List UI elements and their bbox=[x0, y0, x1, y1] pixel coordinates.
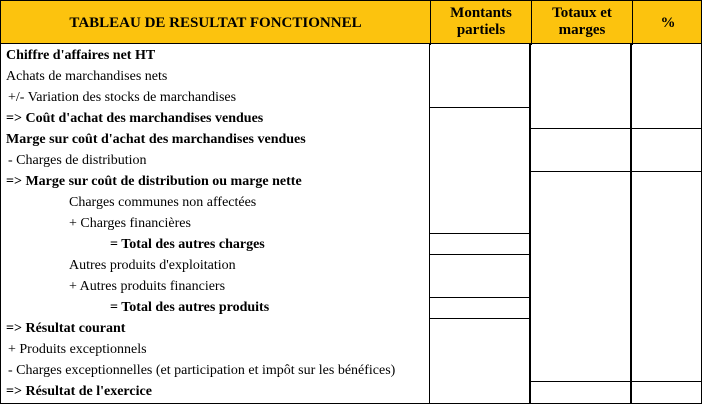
partiel-cell-total-produits bbox=[429, 297, 530, 319]
pct-cell-marge-nette bbox=[631, 171, 702, 382]
table-title: TABLEAU DE RESULTAT FONCTIONNEL bbox=[69, 14, 362, 31]
row-chiffre-affaires: Chiffre d'affaires net HT bbox=[6, 48, 156, 63]
totaux-cell-marge-achat bbox=[530, 128, 631, 172]
column-header-totaux: Totaux et marges bbox=[531, 1, 632, 45]
row-charges-financieres: + Charges financières bbox=[69, 216, 191, 231]
column-header-partiels: Montants partiels bbox=[430, 1, 531, 45]
row-achats-marchandises: Achats de marchandises nets bbox=[6, 69, 168, 84]
pct-cell-marge-achat bbox=[631, 128, 702, 172]
column-header-percent: % bbox=[632, 1, 702, 45]
totaux-cell-resultat-exercice bbox=[530, 381, 631, 404]
pct-cell-resultat-exercice bbox=[631, 381, 702, 404]
row-charges-communes: Charges communes non affectées bbox=[69, 195, 257, 210]
row-marge-nette: => Marge sur coût de distribution ou marge nette bbox=[6, 174, 302, 189]
row-autres-produits-financiers: + Autres produits financiers bbox=[69, 279, 226, 294]
row-produits-exceptionnels: + Produits exceptionnels bbox=[8, 342, 147, 357]
totaux-cell-ca-cout bbox=[530, 43, 631, 129]
row-marge-cout-achat: Marge sur coût d'achat des marchandises vendues bbox=[6, 132, 306, 147]
row-cout-achat: => Coût d'achat des marchandises vendues bbox=[6, 111, 264, 126]
row-charges-distribution: - Charges de distribution bbox=[8, 153, 147, 168]
partiel-cell-achats bbox=[429, 43, 530, 108]
totaux-cell-marge-nette bbox=[530, 171, 631, 382]
table-header bbox=[0, 0, 702, 44]
row-variation-stocks: +/- Variation des stocks de marchandises bbox=[8, 90, 237, 105]
partiel-spacer bbox=[429, 107, 530, 235]
partiel-cell-exceptionnels bbox=[429, 318, 530, 404]
row-autres-produits-exploitation: Autres produits d'exploitation bbox=[69, 258, 236, 273]
row-total-autres-produits: = Total des autres produits bbox=[110, 300, 270, 315]
row-resultat-courant: => Résultat courant bbox=[6, 321, 126, 336]
partiel-cell-total-charges bbox=[429, 233, 530, 255]
row-charges-exceptionnelles: - Charges exceptionnelles (et participation et impôt sur les bénéfices) bbox=[8, 363, 396, 378]
row-resultat-exercice: => Résultat de l'exercice bbox=[6, 384, 152, 399]
pct-cell-ca-cout bbox=[631, 43, 702, 129]
partiel-cell-autres-produits bbox=[429, 254, 530, 298]
row-total-autres-charges: = Total des autres charges bbox=[110, 237, 265, 252]
